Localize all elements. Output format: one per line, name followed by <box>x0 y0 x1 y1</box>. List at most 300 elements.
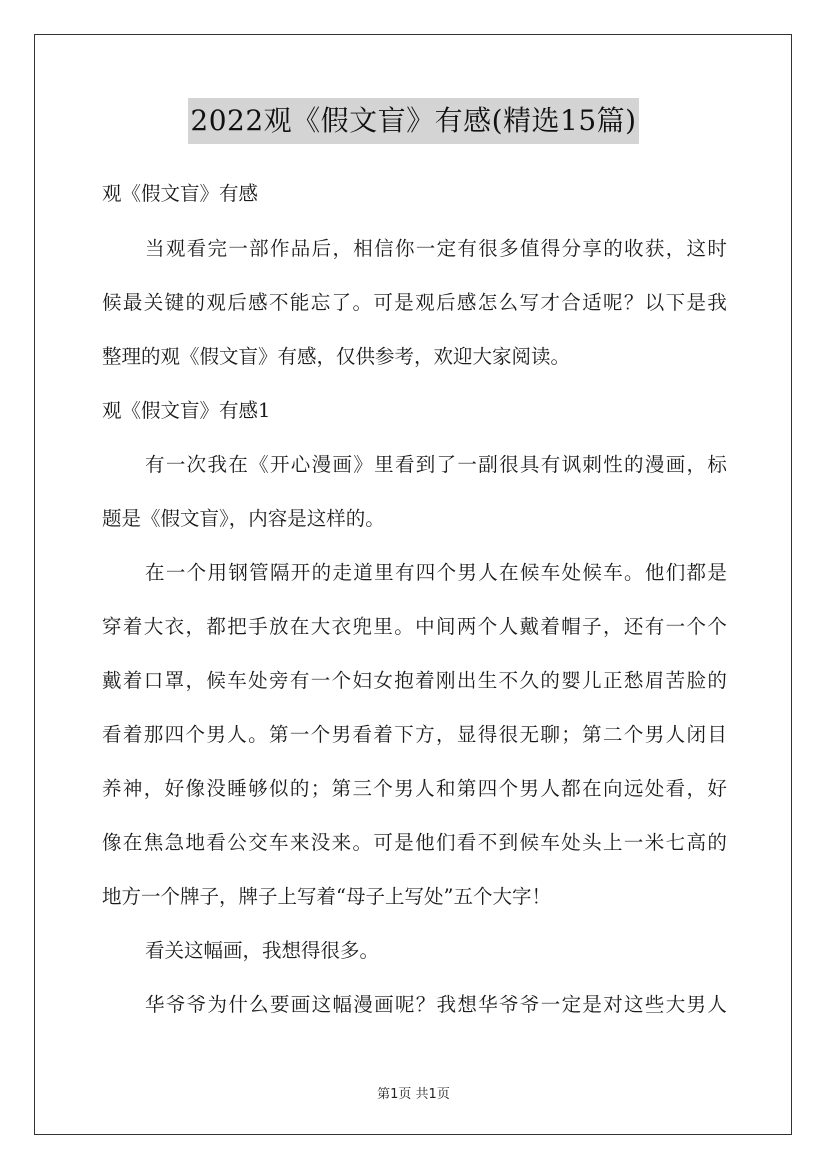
char: 爷 <box>165 993 186 1016</box>
char: 候 <box>519 831 540 854</box>
char: 交 <box>248 831 268 854</box>
char: 能 <box>289 291 310 314</box>
char: 男 <box>394 777 414 800</box>
char: 和 <box>436 777 456 800</box>
char: 手 <box>248 615 268 638</box>
char: 像 <box>185 777 206 800</box>
char: 养 <box>102 777 122 800</box>
char: 一 <box>415 237 436 260</box>
char: 这 <box>624 993 644 1016</box>
char: 呢 <box>394 993 415 1016</box>
char: 画 <box>374 993 394 1016</box>
char: 写 <box>519 291 540 314</box>
char: 大 <box>310 615 331 638</box>
char: 画 <box>290 993 311 1016</box>
char: 三 <box>352 777 373 800</box>
char: 值 <box>519 237 540 260</box>
char: 《 <box>249 453 269 476</box>
char: 人 <box>498 615 519 638</box>
char: 显 <box>456 723 477 746</box>
char: 不 <box>498 669 519 692</box>
char: 人 <box>227 723 247 746</box>
char: 得 <box>477 723 498 746</box>
paragraph-line <box>145 993 727 1017</box>
char: 开 <box>290 561 311 584</box>
char: 睡 <box>227 777 247 800</box>
char: 是 <box>582 993 602 1016</box>
char: 管 <box>249 561 269 584</box>
char: 适 <box>582 291 602 314</box>
char: 车 <box>540 561 561 584</box>
char: 具 <box>519 453 540 476</box>
paragraph-line <box>145 561 727 585</box>
char: 。 <box>352 291 373 314</box>
char: 键 <box>164 291 185 314</box>
char: 大 <box>665 993 686 1016</box>
char: 里 <box>374 561 394 584</box>
char: 画 <box>665 453 686 476</box>
char: 个 <box>498 777 519 800</box>
char: 看 <box>206 831 226 854</box>
char: ， <box>603 615 623 638</box>
char: 四 <box>415 561 436 584</box>
char: 合 <box>561 291 581 314</box>
char: 的 <box>185 291 206 314</box>
char: 男 <box>644 723 665 746</box>
char: 关 <box>143 291 164 314</box>
char: 看 <box>665 777 686 800</box>
char: 那 <box>143 723 164 746</box>
char: 不 <box>269 291 289 314</box>
char: 久 <box>519 669 540 692</box>
char: 男 <box>686 993 707 1016</box>
char: 标 <box>707 453 727 476</box>
char: 以 <box>644 291 665 314</box>
char: 们 <box>665 561 686 584</box>
char: 戴 <box>102 669 122 692</box>
char: 怎 <box>477 291 498 314</box>
char: 爷 <box>519 993 540 1016</box>
char: 车 <box>540 831 560 854</box>
char: ， <box>686 453 707 476</box>
char: 后 <box>311 237 332 260</box>
paragraph-line: 题是《假文盲》，内容是这样的。 <box>102 507 385 530</box>
char: 人 <box>665 723 686 746</box>
paragraph-line: 整理的观《假文盲》有感，仅供参考，欢迎大家阅读。 <box>102 345 571 368</box>
char: 对 <box>603 993 623 1016</box>
char: 讽 <box>561 453 582 476</box>
char: 个 <box>623 723 644 746</box>
char: 部 <box>249 237 269 260</box>
char: 方 <box>415 723 435 746</box>
char: 一 <box>457 453 477 476</box>
char: 似 <box>269 777 289 800</box>
char: 处 <box>561 831 581 854</box>
char: 神 <box>122 777 143 800</box>
char: 得 <box>540 237 561 260</box>
paragraph-line <box>102 615 727 639</box>
char: 。 <box>248 723 268 746</box>
char: 一 <box>623 831 644 854</box>
char: 观 <box>415 291 435 314</box>
char: 收 <box>624 237 644 260</box>
char: 看 <box>102 723 122 746</box>
char: 么 <box>498 291 519 314</box>
char: 像 <box>102 831 122 854</box>
char: 处 <box>248 669 268 692</box>
char: 够 <box>248 777 268 800</box>
char: 苦 <box>665 669 686 692</box>
char: 漫 <box>311 453 332 476</box>
char: 要 <box>269 993 290 1016</box>
char: 在 <box>499 561 519 584</box>
char: 幅 <box>332 993 352 1016</box>
char: 向 <box>603 777 623 800</box>
char: 有 <box>145 453 165 476</box>
char: 急 <box>164 831 185 854</box>
char: 刺 <box>582 453 602 476</box>
char: 刚 <box>436 669 456 692</box>
char: 个 <box>686 615 707 638</box>
char: 。 <box>352 831 373 854</box>
char: 漫 <box>644 453 665 476</box>
char: 闭 <box>686 723 707 746</box>
section-heading: 观《假文盲》有感1 <box>102 399 271 422</box>
char: 旁 <box>269 669 289 692</box>
char: 个 <box>186 561 207 584</box>
char: 脸 <box>686 669 707 692</box>
char: 四 <box>164 723 185 746</box>
char: 人 <box>540 777 560 800</box>
char: 一 <box>310 669 331 692</box>
char: 人 <box>707 993 727 1016</box>
char: 下 <box>665 291 686 314</box>
char: 出 <box>456 669 477 692</box>
char: 信 <box>374 237 394 260</box>
char: 是 <box>394 831 414 854</box>
char: 的 <box>707 831 727 854</box>
char: 爷 <box>499 993 519 1016</box>
char: 男 <box>457 561 477 584</box>
char: 的 <box>540 669 560 692</box>
char: 都 <box>686 561 707 584</box>
char: 的 <box>311 561 332 584</box>
char: 副 <box>478 453 498 476</box>
char: 在 <box>289 615 310 638</box>
char: 婴 <box>561 669 581 692</box>
char: 我 <box>707 291 727 314</box>
char: 了 <box>331 291 352 314</box>
char: 聊 <box>540 723 560 746</box>
char: 不 <box>477 831 498 854</box>
char: 什 <box>228 993 248 1016</box>
paragraph-line <box>102 291 727 315</box>
char: 的 <box>603 237 623 260</box>
char: 高 <box>686 831 707 854</box>
document-title: 2022观《假文盲》有感(精选15篇) <box>188 98 638 144</box>
char: 我 <box>207 453 227 476</box>
char: 相 <box>353 237 373 260</box>
char: 看 <box>456 831 477 854</box>
paragraph-line: 看关这幅画，我想得很多。 <box>145 939 380 962</box>
char: 着 <box>122 669 143 692</box>
char: 把 <box>227 615 247 638</box>
char: ， <box>143 777 164 800</box>
char: 个 <box>310 723 331 746</box>
char: 的 <box>289 777 310 800</box>
char: ， <box>332 237 352 260</box>
char: 愁 <box>623 669 644 692</box>
char: 很 <box>478 237 498 260</box>
char: 衣 <box>331 615 352 638</box>
char: ， <box>185 669 206 692</box>
char: 第 <box>582 723 602 746</box>
char: 着 <box>122 615 143 638</box>
paragraph-line <box>102 669 727 693</box>
char: 好 <box>164 777 185 800</box>
char: 正 <box>603 669 623 692</box>
char: 兜 <box>352 615 373 638</box>
char: 这 <box>311 993 332 1016</box>
char: 的 <box>707 669 727 692</box>
char: 车 <box>269 831 289 854</box>
char: 罩 <box>164 669 185 692</box>
char: 次 <box>186 453 207 476</box>
char: 妇 <box>352 669 373 692</box>
char: 爷 <box>186 993 207 1016</box>
char: 头 <box>582 831 602 854</box>
char: 穿 <box>102 615 122 638</box>
char: 品 <box>290 237 311 260</box>
char: ， <box>665 237 686 260</box>
char: 在 <box>582 777 602 800</box>
char: 一 <box>165 453 186 476</box>
char: 后 <box>227 291 247 314</box>
char: 很 <box>499 453 519 476</box>
page-footer: 第1页 共1页 <box>377 1087 450 1102</box>
char: 一 <box>228 237 248 260</box>
char: 是 <box>394 291 414 314</box>
char: 焦 <box>143 831 164 854</box>
char: ， <box>436 723 456 746</box>
char: 大 <box>143 615 164 638</box>
char: 他 <box>644 561 665 584</box>
char: 子 <box>582 615 602 638</box>
char: 当 <box>145 237 165 260</box>
char: ， <box>686 777 707 800</box>
char: 华 <box>145 993 165 1016</box>
char: 四 <box>477 777 498 800</box>
char: 心 <box>290 453 311 476</box>
char: 眉 <box>644 669 665 692</box>
char: 有 <box>394 561 415 584</box>
char: 时 <box>707 237 727 260</box>
char: 忘 <box>310 291 331 314</box>
char: 们 <box>436 831 456 854</box>
char: 戴 <box>519 615 540 638</box>
char: 画 <box>332 453 352 476</box>
char: 间 <box>436 615 456 638</box>
char: 都 <box>206 615 226 638</box>
char: 观 <box>165 237 186 260</box>
char: 候 <box>102 291 122 314</box>
char: 里 <box>374 453 394 476</box>
char: 个 <box>707 615 727 638</box>
char: 想 <box>457 993 477 1016</box>
char: 个 <box>331 669 352 692</box>
char: 生 <box>477 669 498 692</box>
char: 隔 <box>269 561 290 584</box>
char: 观 <box>206 291 226 314</box>
char: 都 <box>561 777 581 800</box>
char: 获 <box>644 237 665 260</box>
char: 好 <box>707 777 727 800</box>
paragraph-line <box>145 237 727 261</box>
char: 享 <box>582 237 602 260</box>
char: 》 <box>353 453 373 476</box>
char: 女 <box>373 669 393 692</box>
char: 的 <box>624 453 644 476</box>
char: 一 <box>165 561 186 584</box>
char: 看 <box>394 453 415 476</box>
char: 儿 <box>582 669 602 692</box>
char: 一 <box>289 723 310 746</box>
char: 车 <box>227 669 247 692</box>
char: 很 <box>498 723 519 746</box>
char: 还 <box>623 615 644 638</box>
char: 人 <box>478 561 498 584</box>
char: 目 <box>707 723 727 746</box>
char: ， <box>185 615 206 638</box>
char: 道 <box>353 561 373 584</box>
char: 定 <box>561 993 582 1016</box>
char: 来 <box>331 831 352 854</box>
char: 候 <box>519 561 540 584</box>
char: 二 <box>603 723 623 746</box>
paragraph-line <box>102 723 727 747</box>
char: 完 <box>207 237 227 260</box>
char: 有 <box>644 615 665 638</box>
char: 漫 <box>353 993 373 1016</box>
char: 米 <box>644 831 665 854</box>
char: 来 <box>289 831 310 854</box>
char: 性 <box>603 453 623 476</box>
char: 定 <box>436 237 457 260</box>
char: 最 <box>122 291 143 314</box>
char: 公 <box>227 831 247 854</box>
char: 。 <box>624 561 644 584</box>
char: 中 <box>415 615 435 638</box>
char: 。 <box>394 615 414 638</box>
char: 多 <box>499 237 519 260</box>
char: 有 <box>457 237 477 260</box>
char: 这 <box>686 237 707 260</box>
char: 男 <box>519 777 540 800</box>
char: 处 <box>644 777 665 800</box>
char: 远 <box>623 777 644 800</box>
char: 下 <box>394 723 414 746</box>
char: 到 <box>498 831 519 854</box>
title-container <box>0 98 827 144</box>
char: 可 <box>373 831 393 854</box>
char: 个 <box>185 723 206 746</box>
char: 感 <box>456 291 477 314</box>
char: 走 <box>332 561 352 584</box>
paragraph-line <box>145 453 727 477</box>
char: 一 <box>540 993 561 1016</box>
char: 着 <box>415 669 435 692</box>
char: 抱 <box>394 669 414 692</box>
char: 有 <box>540 453 561 476</box>
char: 里 <box>373 615 393 638</box>
char: ？ <box>415 993 436 1016</box>
char: 后 <box>436 291 456 314</box>
char: 华 <box>478 993 498 1016</box>
char: 衣 <box>164 615 185 638</box>
char: 你 <box>394 237 415 260</box>
paragraph-line <box>102 777 727 801</box>
char: 个 <box>477 615 498 638</box>
char: 他 <box>415 831 435 854</box>
char: ？ <box>623 291 644 314</box>
char: 在 <box>122 831 143 854</box>
char: 没 <box>206 777 226 800</box>
char: 一 <box>665 615 686 638</box>
paragraph-line <box>102 831 727 855</box>
char: 男 <box>206 723 226 746</box>
char: ； <box>310 777 331 800</box>
char: 七 <box>665 831 686 854</box>
char: 到 <box>415 453 436 476</box>
char: 是 <box>707 561 727 584</box>
char: 看 <box>186 237 207 260</box>
char: 呢 <box>603 291 623 314</box>
char: 第 <box>456 777 477 800</box>
char: ； <box>561 723 581 746</box>
char: 无 <box>519 723 540 746</box>
char: 第 <box>331 777 352 800</box>
char: 么 <box>249 993 269 1016</box>
char: 在 <box>145 561 165 584</box>
char: 第 <box>269 723 289 746</box>
char: 处 <box>561 561 582 584</box>
char: 有 <box>289 669 310 692</box>
char: 是 <box>686 291 707 314</box>
char: 地 <box>185 831 206 854</box>
char: 没 <box>310 831 331 854</box>
char: 为 <box>207 993 227 1016</box>
char: 车 <box>603 561 623 584</box>
char: 看 <box>352 723 373 746</box>
char: 放 <box>269 615 289 638</box>
paragraph-line: 地方一个牌子，牌子上写着“母子上写处”五个大字！ <box>102 885 551 908</box>
char: 着 <box>540 615 560 638</box>
section-heading: 观《假文盲》有感 <box>102 182 259 205</box>
char: 个 <box>373 777 393 800</box>
char: 可 <box>373 291 393 314</box>
char: 在 <box>228 453 248 476</box>
char: 用 <box>207 561 227 584</box>
char: 着 <box>122 723 143 746</box>
char: 候 <box>206 669 226 692</box>
char: 男 <box>331 723 352 746</box>
char: 了 <box>436 453 457 476</box>
char: 两 <box>456 615 477 638</box>
char: 感 <box>248 291 268 314</box>
char: 个 <box>436 561 457 584</box>
char: 候 <box>582 561 602 584</box>
char: 着 <box>373 723 393 746</box>
